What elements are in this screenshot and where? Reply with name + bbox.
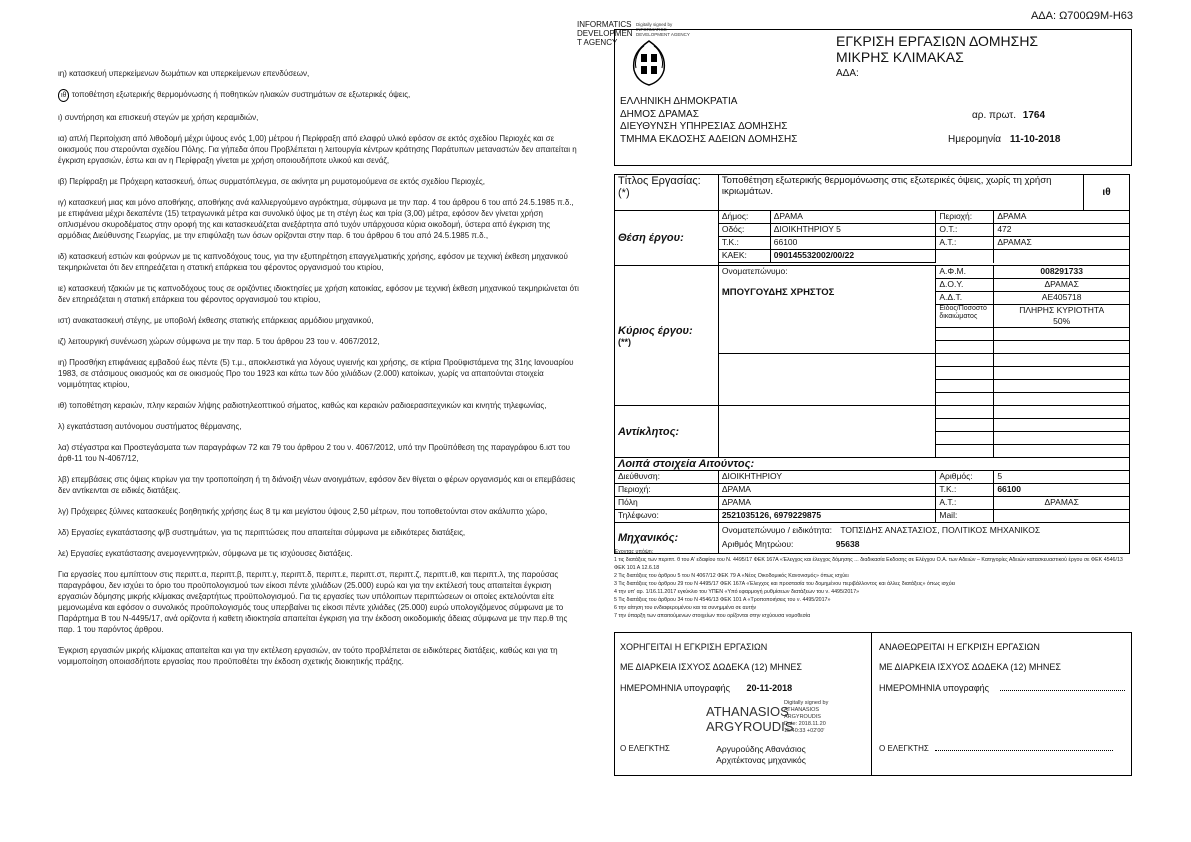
protocol-value: 1764 [1022, 110, 1046, 121]
revise-date-row [879, 683, 1125, 693]
date-label: Ημερομηνία [948, 134, 1002, 145]
regulation-item: ιγ) κατασκευή μιας και μόνο αποθήκης, αποθήκης ανά καλλιεργούμενο αγρόκτημα, σύμφωνα με την παρ. 4 του άρθρου 6 του από 24.5.1985 π.δ., με επιφάνεια μέχρι δεκαπέντε (15) τετραγωνικά μέτρα και συνολικό ύψος με τη στέγη έως και τρία (3,00) μέτρα, εφόσον δεν γίνεται χρήση οπλισμένου σκυροδέματος στην οροφή της και κατασκευάζεται ανεξάρτητα από τυχόν υπάρχουσα κύρια οικοδομή, ύστερα από έγκριση της αρμόδιας Διεύθυνσης Γεωργίας, με την επιφύλαξη των όσων ορίζονται στην παρ. 6 του άρθρου 6 του από 24.5.1985 π.δ., [58, 198, 574, 240]
owner-label: Κύριος έργου: [618, 324, 693, 337]
grant-date-row [620, 683, 792, 693]
dimos-label: Δήμος: [718, 211, 770, 224]
tk2-value: 66100 [994, 484, 1130, 497]
ot-value: 472 [994, 224, 1130, 237]
note-line: 7 την ύπαρξη των απαιτούμενων στοιχείων που ορίζονται στην ισχύουσα νομοθεσία [614, 613, 811, 619]
doy-value: ΔΡΑΜΑΣ [994, 279, 1130, 292]
regulation-item: λε) Εργασίες εγκατάστασης ανεμογεννητριών, σύμφωνα με τις ισχύουσες διατάξεις. [58, 549, 353, 558]
at2-label: Α.Τ.: [936, 497, 994, 510]
address-label: Διεύθυνση: [615, 471, 719, 484]
regulation-item: λα) στέγαστρα και Προστεγάσματα των παραγράφων 72 και 79 του άρθρου 2 του ν. 4067/2012, υπό την Προϋπόθεση της παραγράφου 6.ιστ του άρθ-11 του Ν-4067/12, [58, 443, 571, 463]
proxy-label: Αντίκλητος: [615, 406, 719, 458]
work-title-note: (*) [618, 187, 630, 199]
work-code: ιθ [1084, 175, 1130, 211]
phone-label: Τηλέφωνο: [615, 510, 719, 523]
regulation-item: ιη) Προσθήκη επιφάνειας εμβαδού έως πέντε (5) τ.μ., αποκλειστικά για λόγους υγιεινής και χρήσης, σε κτίρια Προϋφιστάμενα της 31ης Ιανουαρίου 1983, σε στάσιμους οικισμούς και σε οικισμούς Προ του 1923 και κάτω των δύο χιλιάδων (2.000) κατοίκων, χωρίς να απαιτούνται στοιχεία νομιμότητας κτιρίου, [58, 358, 574, 389]
ada-label: ΑΔΑ: [836, 68, 859, 79]
street-label: Οδός: [718, 224, 770, 237]
ada-top: ΑΔΑ: Ω700Ω9Μ-Η63 [1030, 10, 1133, 22]
owner-details-table [614, 210, 1130, 554]
number-value: 5 [994, 471, 1130, 484]
checker-identity [706, 744, 816, 766]
page-title [836, 33, 1038, 65]
tk-value: 66100 [770, 237, 936, 250]
grant-duration: ΜΕ ΔΙΑΡΚΕΙΑ ΙΣΧΥΟΣ ΔΩΔΕΚΑ (12) ΜΗΝΕΣ [620, 662, 802, 672]
grant-date: 20-11-2018 [746, 683, 793, 693]
regulation-item: ιζ) λειτουργική συνένωση χώρων σύμφωνα με την παρ. 5 του άρθρου 23 του ν. 4067/2012, [58, 337, 380, 346]
revise-checker: Ο ΕΛΕΓΚΤΗΣ [879, 744, 929, 753]
regulation-item: λβ) επεμβάσεις στις όψεις κτιρίων για την τροποποίηση ή τη διάνοιξη νέων ανοιγμάτων, εφόσον δεν θίγεται ο φέρων οργανισμός και οι επεμβάσεις δεν αντίκεινται σε ειδικές διατάξεις. [58, 475, 576, 495]
phone-value: 2521035126, 6979229875 [718, 510, 936, 523]
date-value: 11-10-2018 [1009, 134, 1061, 145]
region2-value: ΔΡΑΜΑ [718, 484, 936, 497]
owner-note: (**) [618, 336, 631, 347]
region2-label: Περιοχή: [615, 484, 719, 497]
regulation-item: ι) συντήρηση και επισκευή στεγών με χρήση κεραμιδιών, [58, 113, 259, 122]
grant-date-label: ΗΜΕΡΟΜΗΝΙΑ υπογραφής [620, 683, 731, 693]
revise-checker-row [879, 744, 1113, 753]
at-label: Α.Τ.: [936, 237, 994, 250]
engineer-name: ΤΟΠΣΙΔΗΣ ΑΝΑΣΤΑΣΙΟΣ, ΠΟΛΙΤΙΚΟΣ ΜΗΧΑΝΙΚΟΣ [840, 525, 1041, 535]
table-row [615, 497, 1130, 510]
work-title-label: Τίτλος Εργασίας: [618, 175, 701, 187]
dimos-value: ΔΡΑΜΑ [770, 211, 936, 224]
regulation-item: λγ) Πρόχειρες ξύλινες κατασκευές βοηθητικής χρήσης έως 8 τμ και μεγίστου ύψους 2,50 μέτρων, που τοποθετούνται στον ακάλυπτο χώρο, [58, 507, 548, 516]
selected-case-mark: ιθ [58, 89, 69, 102]
grant-title: ΧΟΡΗΓΕΙΤΑΙ Η ΕΓΚΡΙΣΗ ΕΡΓΑΣΙΩΝ [620, 642, 768, 652]
note-line: 3 Τις διατάξεις του άρθρου 29 του Ν 4495/17 ΦΕΚ 167Α «Έλεγχος και προστασία του δομημένου περιβάλλοντος και άλλες διατάξεις» όπως ισχύει [614, 581, 956, 587]
registry-number: 95638 [835, 539, 860, 549]
informatics-line: INFORMATICS [577, 20, 632, 29]
checker-role: Αρχιτέκτονας μηχανικός [716, 755, 806, 765]
informatics-line: DEVELOPMEN [577, 29, 633, 38]
tk-label: Τ.Κ.: [718, 237, 770, 250]
engineer-name-label: Ονοματεπώνυμο / ειδικότητα: [721, 525, 833, 535]
regulation-item: ιστ) ανακατασκευή στέγης, με υποβολή έκθεσης στατικής επάρκειας αρμόδιου μηχανικού, [58, 316, 374, 325]
regulation-item: ιθ) τοποθέτηση κεραιών, πλην κεραιών λήψης ραδιοτηλεοπτικού σήματος, καθώς και κεραιών ραδιοερασιτεχνικών και κινητής τηλεφωνίας, [58, 401, 547, 410]
table-row [615, 510, 1130, 523]
region-label: Περιοχή: [936, 211, 994, 224]
revise-date-label: ΗΜΕΡΟΜΗΝΙΑ υπογραφής [879, 683, 990, 693]
registry-label: Αριθμός Μητρώου: [721, 539, 794, 549]
protocol-number [972, 110, 1045, 121]
mail-value [994, 510, 1130, 523]
table-row [615, 266, 1130, 279]
city-value: ΔΡΑΜΑ [718, 497, 936, 510]
approval-box [614, 632, 1132, 776]
regulation-item: Για εργασίες που εμπίπτουν στις περιπτ.α, περιπτ.β, περιπτ.γ, περιπτ.δ, περιπτ.ε, περιπτ.στ, περιπτ.ζ, περιπτ.ιθ, και περιπτ.λ, της παρούσας παραγράφου, δεν ισχύει το όριο του προϋπολογισμού των είκοσι πέντε χιλιάδων (25.000) ευρώ και για την εκτέλεσή τους απαιτείται έγκριση εργασιών δόμησης μικρής κλίμακας ανεξαρτήτως προϋπολογισμού. Για τις εργασίες των υπόλοιπων περιπτώσεων οι οποίες εκτελούνται είτε μεμονωμένα και εφόσον ο συνολικός προϋπολογισμός τους υπερβαίνει τις είκοσι πέντε χιλιάδες (25.000) ευρώ υπολογιζόμενος σύμφωνα με το Παράρτημα Β του Ν-4495/17, ανά ορίζοντα ή καθετη ιδιοκτησία απαιτείται έγκριση για την έκδοση οικοδομικής άδειας σύμφωνα με την περ.θ της παρ. 1 του παρόντος άρθρου. [58, 570, 568, 634]
note-line: 5 Τις διατάξεις του άρθρου 34 του Ν 4546/13 ΦΕΚ 101 Α «Τροποποιήσεις του ν. 4495/2017» [614, 597, 831, 603]
location-label: Θέση έργου: [615, 211, 719, 266]
region-value: ΔΡΑΜΑ [994, 211, 1130, 224]
work-title-cell [615, 175, 719, 211]
note-line: 1 τις διατάξεις των περιπτ. θ του Α' εδαφίου του Ν. 4495/17 ΦΕΚ 167Α «Έλεγχος και έλεγχος δόμησης ... διαδικασία Εκδοσης σε Ελέγχου Ο.Α. των Αδειών – Κατηγορίες Αδειών κατασκευαστικού έργου σε ΦΕΚ 4546/13 ΦΕΚ 101 Α 12.6.18 [614, 557, 1123, 571]
afm-value: 008291733 [994, 266, 1130, 279]
informatics-line: T AGENCY [577, 38, 618, 47]
regulation-item: ια) απλή Περιτοίχιση από λιθοδομή μέχρι ύψους ενός 1,00) μέτρου ή Περίφραξη από ελαφρύ υλικό εφόσον σε εκτός σχεδίου Περιοχές και σε οικισμούς που στερούνται σχεδίου Πόλης. Για γήπεδα όπου Προβλέπεται η λειτουργία κέντρων κράτησης Παράτυπων μεταναστών δεν απαιτείται η έγκριση εργασιών, έστω και αν η Περίφραξη γίνεται με χρήση οποιουδήποτε υλικού και σενάζ, [58, 134, 577, 165]
authority-line: ΔΙΕΥΘΥΝΣΗ ΥΠΗΡΕΣΙΑΣ ΔΟΜΗΣΗΣ [620, 121, 788, 132]
regulation-item: Έγκριση εργασιών μικρής κλίμακας απαιτείται και για την εκτέλεση εργασιών, αν τούτο προβλέπεται σε ειδικότερες διατάξεις, καθώς και για τη νομιμοποίηση οποιασδήποτε εργασίας που προϋποθέτει την έκδοση σχετικής διοικητικής πράξης. [58, 646, 558, 666]
note-line: Έχοντας υπόψη: [614, 549, 654, 555]
doy-label: Δ.Ο.Υ. [936, 279, 994, 292]
table-row [615, 458, 1130, 471]
table-row [615, 211, 1130, 224]
seal-text: Digitally signed by INFORMATICS DEVELOPMENT AGENCY [636, 22, 690, 37]
table-row [615, 406, 1130, 419]
adt-label: Α.Δ.Τ. [936, 292, 994, 305]
owner-name: ΜΠΟΥΓΟΥΔΗΣ ΧΡΗΣΤΟΣ [721, 287, 835, 298]
title-line-1: ΕΓΚΡΙΣΗ ΕΡΓΑΣΙΩΝ ΔΟΜΗΣΗΣ [836, 33, 1039, 49]
table-row [615, 471, 1130, 484]
regulation-item: λ) εγκατάσταση αυτόνομου συστήματος θέρμανσης, [58, 422, 242, 431]
at-value: ΔΡΑΜΑΣ [994, 237, 1130, 250]
digital-signature-name [706, 704, 793, 734]
title-line-2: ΜΙΚΡΗΣ ΚΛΙΜΑΚΑΣ [836, 49, 964, 65]
protocol-label: αρ. πρωτ. [972, 110, 1017, 121]
regulation-item: ιβ) Περίφραξη με Πρόχειρη κατασκευή, όπως συρματόπλεγμα, σε ακίνητα μη ρυμοτομούμενα σε εκτός σχεδίου Περιοχές, [58, 177, 485, 186]
number-label: Αριθμός: [936, 471, 994, 484]
approval-divider [871, 632, 872, 775]
other-data-label: Λοιπά στοιχεία Αιτούντος: [615, 458, 1130, 471]
city-label: Πόλη [615, 497, 719, 510]
issue-date [948, 134, 1060, 145]
kaek-value: 090145532002/00/22 [770, 250, 936, 263]
regulation-item-circled [58, 89, 580, 102]
revise-date-line [1000, 690, 1125, 691]
grant-checker: Ο ΕΛΕΓΚΤΗΣ [620, 744, 670, 753]
revise-duration: ΜΕ ΔΙΑΡΚΕΙΑ ΙΣΧΥΟΣ ΔΩΔΕΚΑ (12) ΜΗΝΕΣ [879, 662, 1061, 672]
regulation-item: τοποθέτηση εξωτερικής θερμομόνωσης ή ποθητικών ηλιακών συστημάτων σε εξωτερικές όψεις, [71, 90, 411, 99]
revise-checker-line [935, 750, 1113, 751]
note-line: 6 την αίτηση του ενδιαφερομένου και τα συνημμένα σε αυτήν [614, 605, 757, 611]
revise-title: ΑΝΑΘΕΩΡΕΙΤΑΙ Η ΕΓΚΡΙΣΗ ΕΡΓΑΣΙΩΝ [879, 642, 1040, 652]
regulation-item: ιη) κατασκευή υπερκείμενων δωμάτιων και υπερκείμενων επενδύσεων, [58, 69, 310, 78]
regulation-item: λδ) Εργασίες εγκατάστασης φ/β συστημάτων, για τις περιπτώσεις που απαιτείται σύμφωνα με ειδικότερες διατάξεις, [58, 528, 466, 537]
owner-name-cell [718, 266, 936, 354]
work-details-table [614, 174, 1130, 211]
legal-notes [614, 548, 1130, 620]
at2-value: ΔΡΑΜΑΣ [994, 497, 1130, 510]
work-title-value: Τοποθέτηση εξωτερικής θερμομόνωσης στις εξωτερικές όψεις, χωρίς τη χρήση ικριωμάτων. [718, 175, 1083, 211]
table-row [615, 175, 1130, 211]
tk2-label: Τ.Κ.: [936, 484, 994, 497]
checker-name: Αργυρούδης Αθανάσιος [716, 744, 806, 754]
mail-label: Mail: [936, 510, 994, 523]
authority-line: ΕΛΛΗΝΙΚΗ ΔΗΜΟΚΡΑΤΙΑ [620, 96, 738, 107]
authority-line: ΔΗΜΟΣ ΔΡΑΜΑΣ [620, 108, 699, 120]
digital-signature-details: Digitally signed by ATHANASIOS ARGYROUDIS Date: 2018.11.20 15:40:33 +02'00' [784, 700, 829, 734]
adt-value: ΑΕ405718 [994, 292, 1130, 305]
owner-name-label: Ονοματεπώνυμο: [721, 266, 788, 276]
authority-line: ΤΜΗΜΑ ΕΚΔΟΣΗΣ ΑΔΕΙΩΝ ΔΟΜΗΣΗΣ [620, 133, 798, 145]
owner-cell [615, 266, 719, 406]
greek-emblem-icon [624, 38, 674, 88]
regulation-item: ιδ) κατασκευή εστιών και φούρνων με τις καπνοδόχους τους, για την εξυπηρέτηση επαγγελματικής χρήσης, εφόσον με τεχνική έκθεση μηχανικού τεκμηριώνεται ότι δεν επηρεάζεται η στατική επάρκεια του φέροντος οργανισμού του κτιρίου, [58, 252, 568, 272]
right-value-cell [994, 305, 1130, 328]
ot-label: Ο.Τ.: [936, 224, 994, 237]
authority-lines [620, 96, 797, 146]
note-line: 2 Τις διατάξεις του άρθρου 5 του Ν 4067/12 ΦΕΚ 79 Α «Νέος Οικοδομικός Κανονισμός» όπως ισχύει [614, 573, 849, 579]
signature-line: ATHANASIOS [706, 704, 789, 719]
signature-line: ARGYROUDIS [706, 719, 794, 734]
street-value: ΔΙΟΙΚΗΤΗΡΙΟΥ 5 [770, 224, 936, 237]
engineer-label: Μηχανικός: [615, 523, 719, 554]
right-label: Είδος/Ποσοστό δικαιώματος [936, 305, 994, 328]
right-value: ΠΛΗΡΗΣ ΚΥΡΙΟΤΗΤΑ [1019, 305, 1105, 315]
address-value: ΔΙΟΙΚΗΤΗΡΙΟΥ [718, 471, 936, 484]
right-percent: 50% [1053, 316, 1071, 326]
regulation-item: ιε) κατασκευή τζακιών με τις καπνοδόχους τους σε οριζόντιες ιδιοκτησίες με χρήση κατοικίας, εφόσον με τεχνική έκθεση μηχανικού τεκμηριώνεται ότι δεν επηρεάζεται η στατική επάρκεια του φέροντος οργανισμού του κτιρίου, [58, 284, 579, 304]
regulation-text [58, 68, 580, 667]
note-line: 4 την υπ' αρ. 1/16.11.2017 εγκύκλιο του ΥΠΕΝ «Υπό εφαρμογή ρυθμίσεων διατάξεων του ν. 4495/2017» [614, 589, 860, 595]
table-row [615, 484, 1130, 497]
kaek-label: ΚΑΕΚ: [718, 250, 770, 263]
afm-label: Α.Φ.Μ. [936, 266, 994, 279]
